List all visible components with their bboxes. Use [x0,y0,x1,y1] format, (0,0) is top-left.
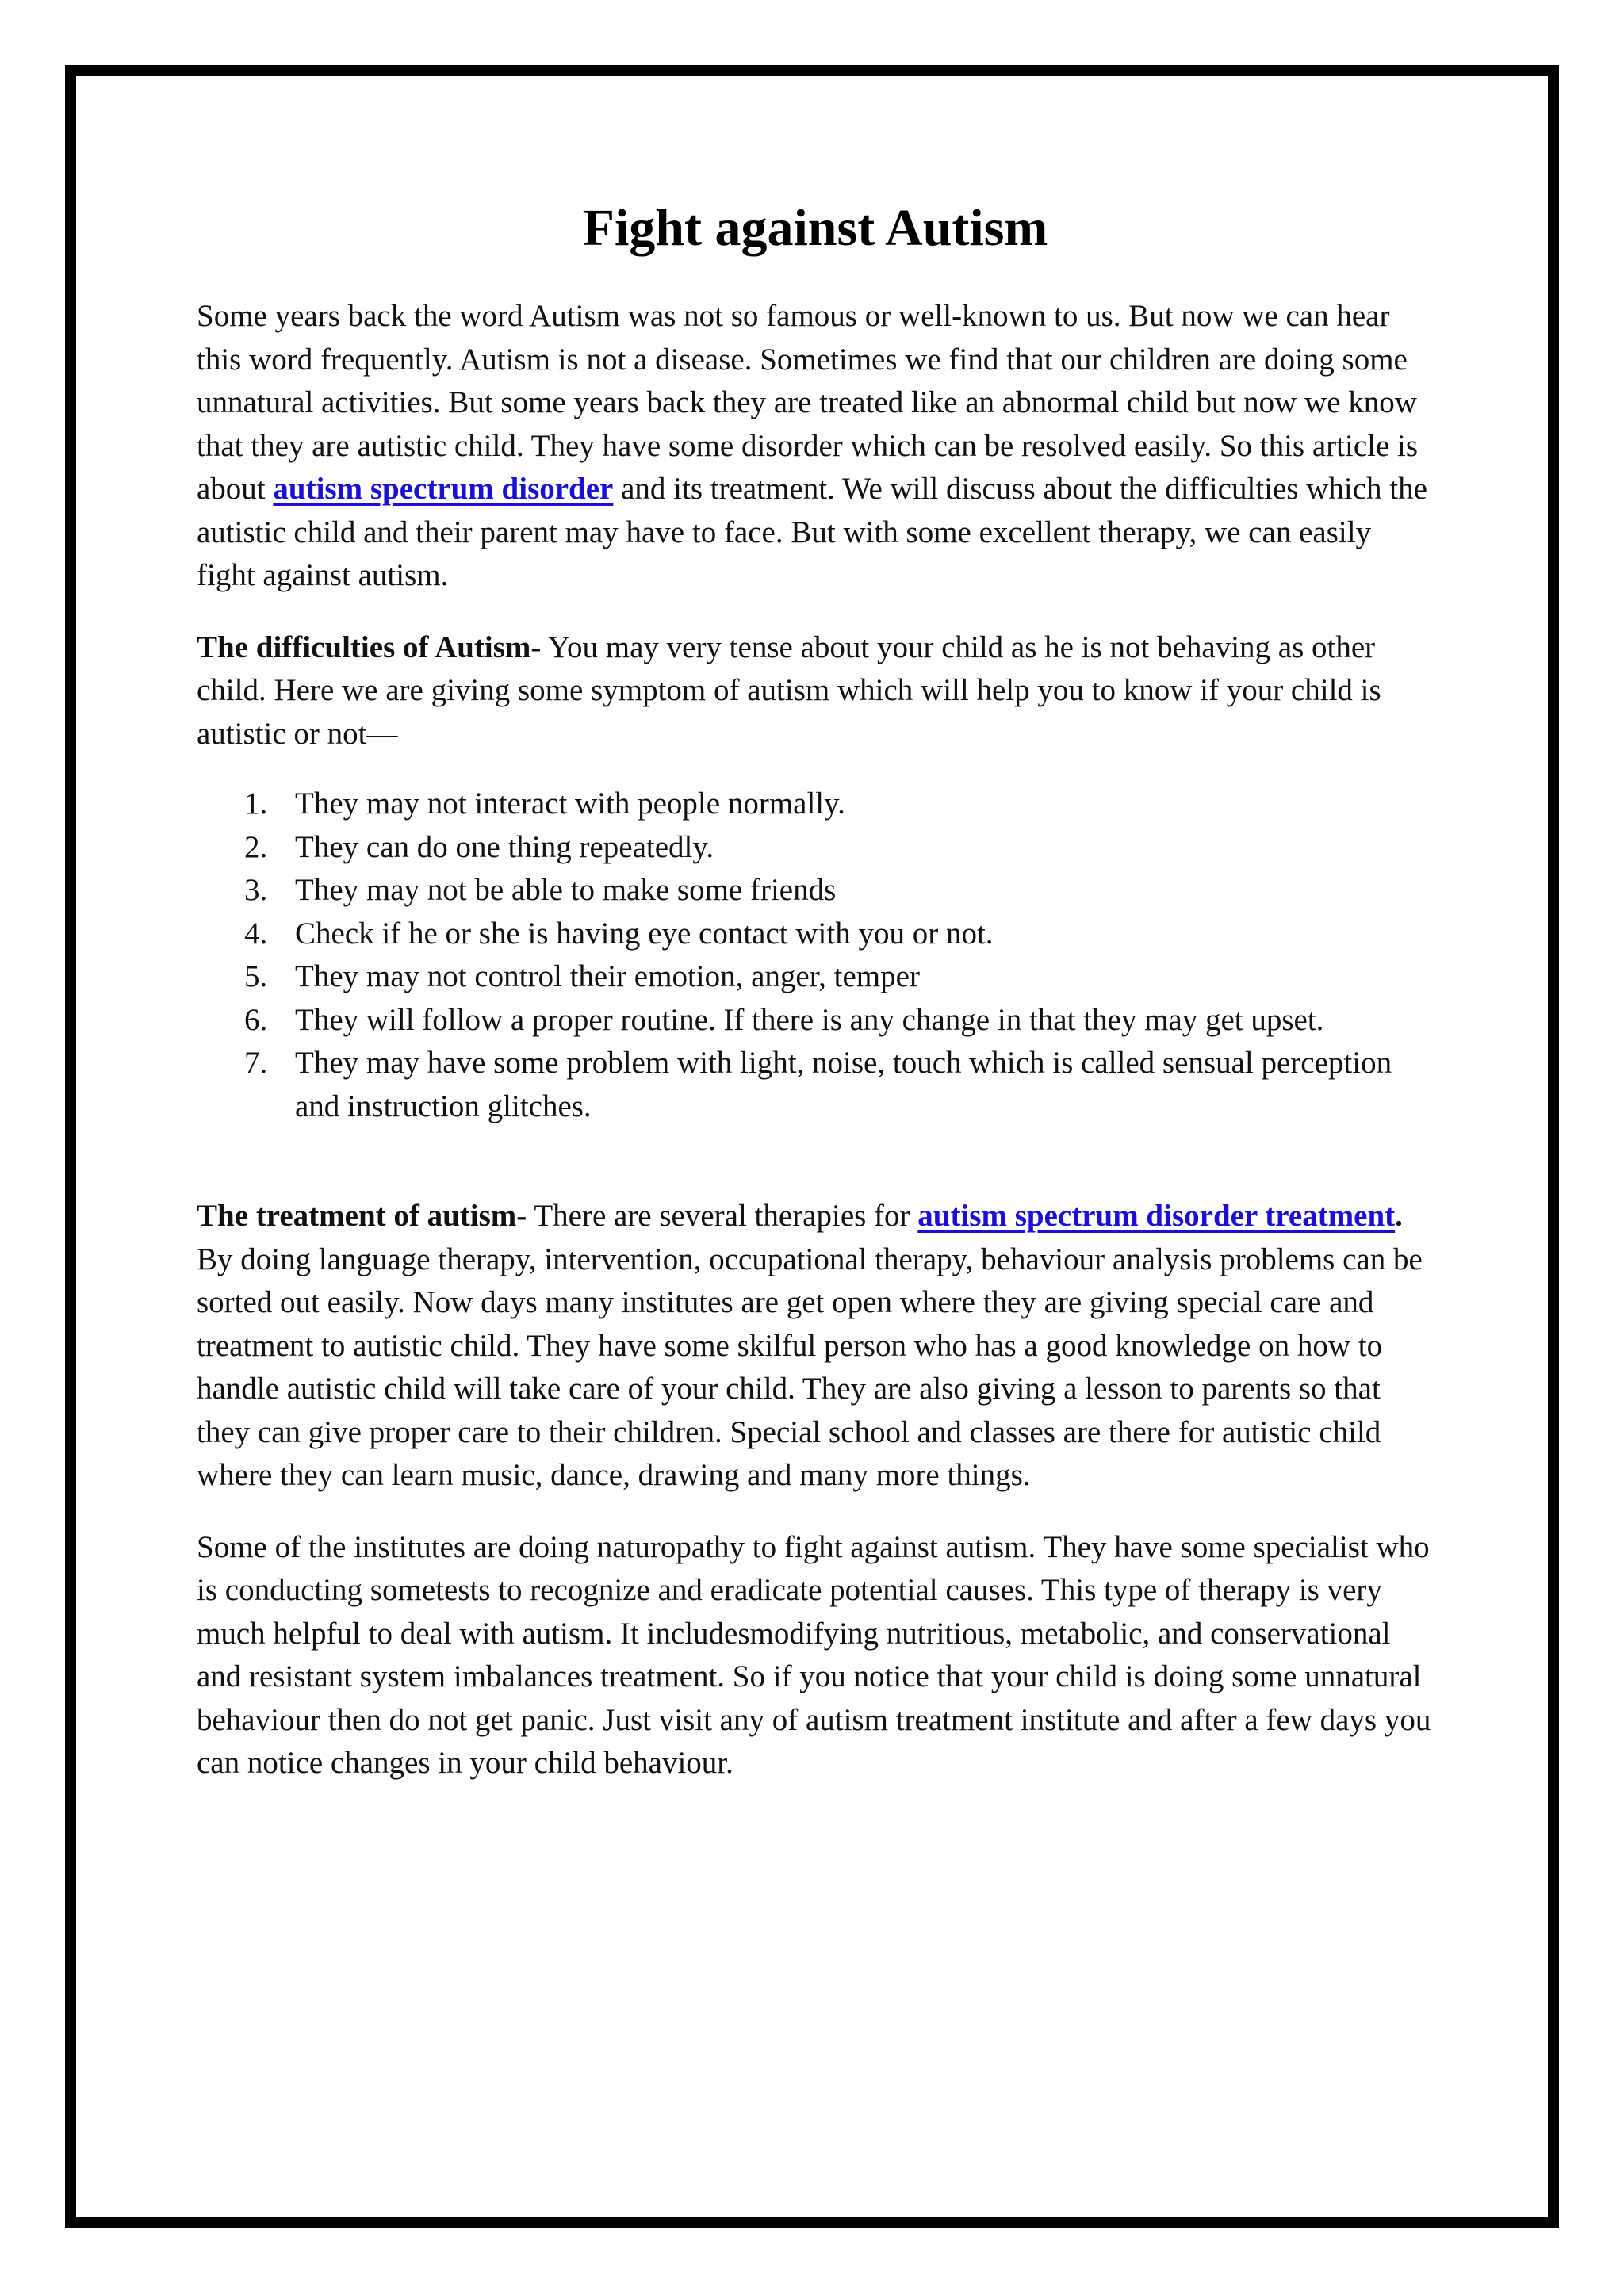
autism-treatment-link[interactable]: autism spectrum disorder treatment [917,1199,1396,1233]
treatment-text-before-link: There are several therapies for [527,1199,918,1233]
autism-spectrum-disorder-link[interactable]: autism spectrum disorder [273,472,614,506]
section-spacer [197,1128,1434,1195]
list-item-text: They will follow a proper routine. If there is any change in that they may get upset. [295,1002,1324,1037]
list-item-text: Check if he or she is having eye contact with you or not. [295,916,994,951]
difficulties-text: You may very tense about your child as he is not behaving as other child. Here we are giving some symptom of autism which will help you to know if your child is autistic or not— [197,629,1381,751]
list-item-text: They may not interact with people normally. [295,786,845,821]
list-item-number: 5. [244,959,268,993]
intro-text-before-link: Some years back the word Autism was not so famous or well-known to us. But now we can hear this word frequently. Autism is not a disease. Sometimes we find that our children are doing some unnatural activities. But some years back they are treated like an abnormal child but now we know that they are autistic child. They have some disorder which can be resolved easily. So this article is about [197,299,1419,506]
list-item [197,999,1434,1043]
intro-text-after-link: and its treatment. We will discuss about the difficulties which the autistic child and their parent may have to face. But with some excellent therapy, we can easily fight against autism. [197,472,1427,592]
list-item-number: 7. [244,1046,268,1080]
list-item-number: 6. [244,1002,268,1037]
list-item-number: 1. [244,786,268,821]
list-item [197,826,1434,870]
document-body [197,197,1434,1814]
list-item [197,1042,1434,1128]
symptom-list [197,783,1434,1128]
difficulties-heading: The difficulties of Autism- [197,629,542,664]
naturopathy-paragraph: Some of the institutes are doing naturopathy to fight against autism. They have some specialist who is conducting sometests to recognize and eradicate potential causes. This type of therapy is very much helpful to deal with autism. It includesmodifying nutritious, metabolic, and conservational and resistant system imbalances treatment. So if you notice that your child is doing some unnatural behaviour then do not get panic. Just visit any of autism treatment institute and after a few days you can notice changes in your child behaviour. [197,1529,1431,1780]
list-item [197,913,1434,956]
list-item-number: 3. [244,873,268,907]
list-item-number: 4. [244,916,268,951]
difficulties-paragraph [197,626,1434,756]
list-item-text: They may not be able to make some friends [295,873,837,907]
treatment-paragraph [197,1195,1434,1498]
page-title: Fight against Autism [582,199,1048,257]
treatment-text-after-link: By doing language therapy, intervention, occupational therapy, behaviour analysis problems can be sorted out easily. Now days many institutes are get open where they are giving special care and treatment to autistic child. They have some skilful person who has a good knowledge on how to handle autistic child will take care of your child. They are also giving a lesson to parents so that they can give proper care to their children. Special school and classes are there for autistic child where they can learn music, dance, drawing and many more things. [197,1242,1423,1492]
list-item [197,955,1434,999]
treatment-link-period: . [1395,1199,1403,1233]
treatment-heading: The treatment of autism- [197,1199,527,1233]
list-item [197,869,1434,913]
intro-paragraph [197,295,1434,598]
list-item-text: They may have some problem with light, noise, touch which is called sensual perception and instruction glitches. [295,1046,1392,1123]
list-item-text: They can do one thing repeatedly. [295,829,714,864]
list-item [197,783,1434,826]
list-item-number: 2. [244,829,268,864]
list-item-text: They may not control their emotion, anger, temper [295,959,920,993]
